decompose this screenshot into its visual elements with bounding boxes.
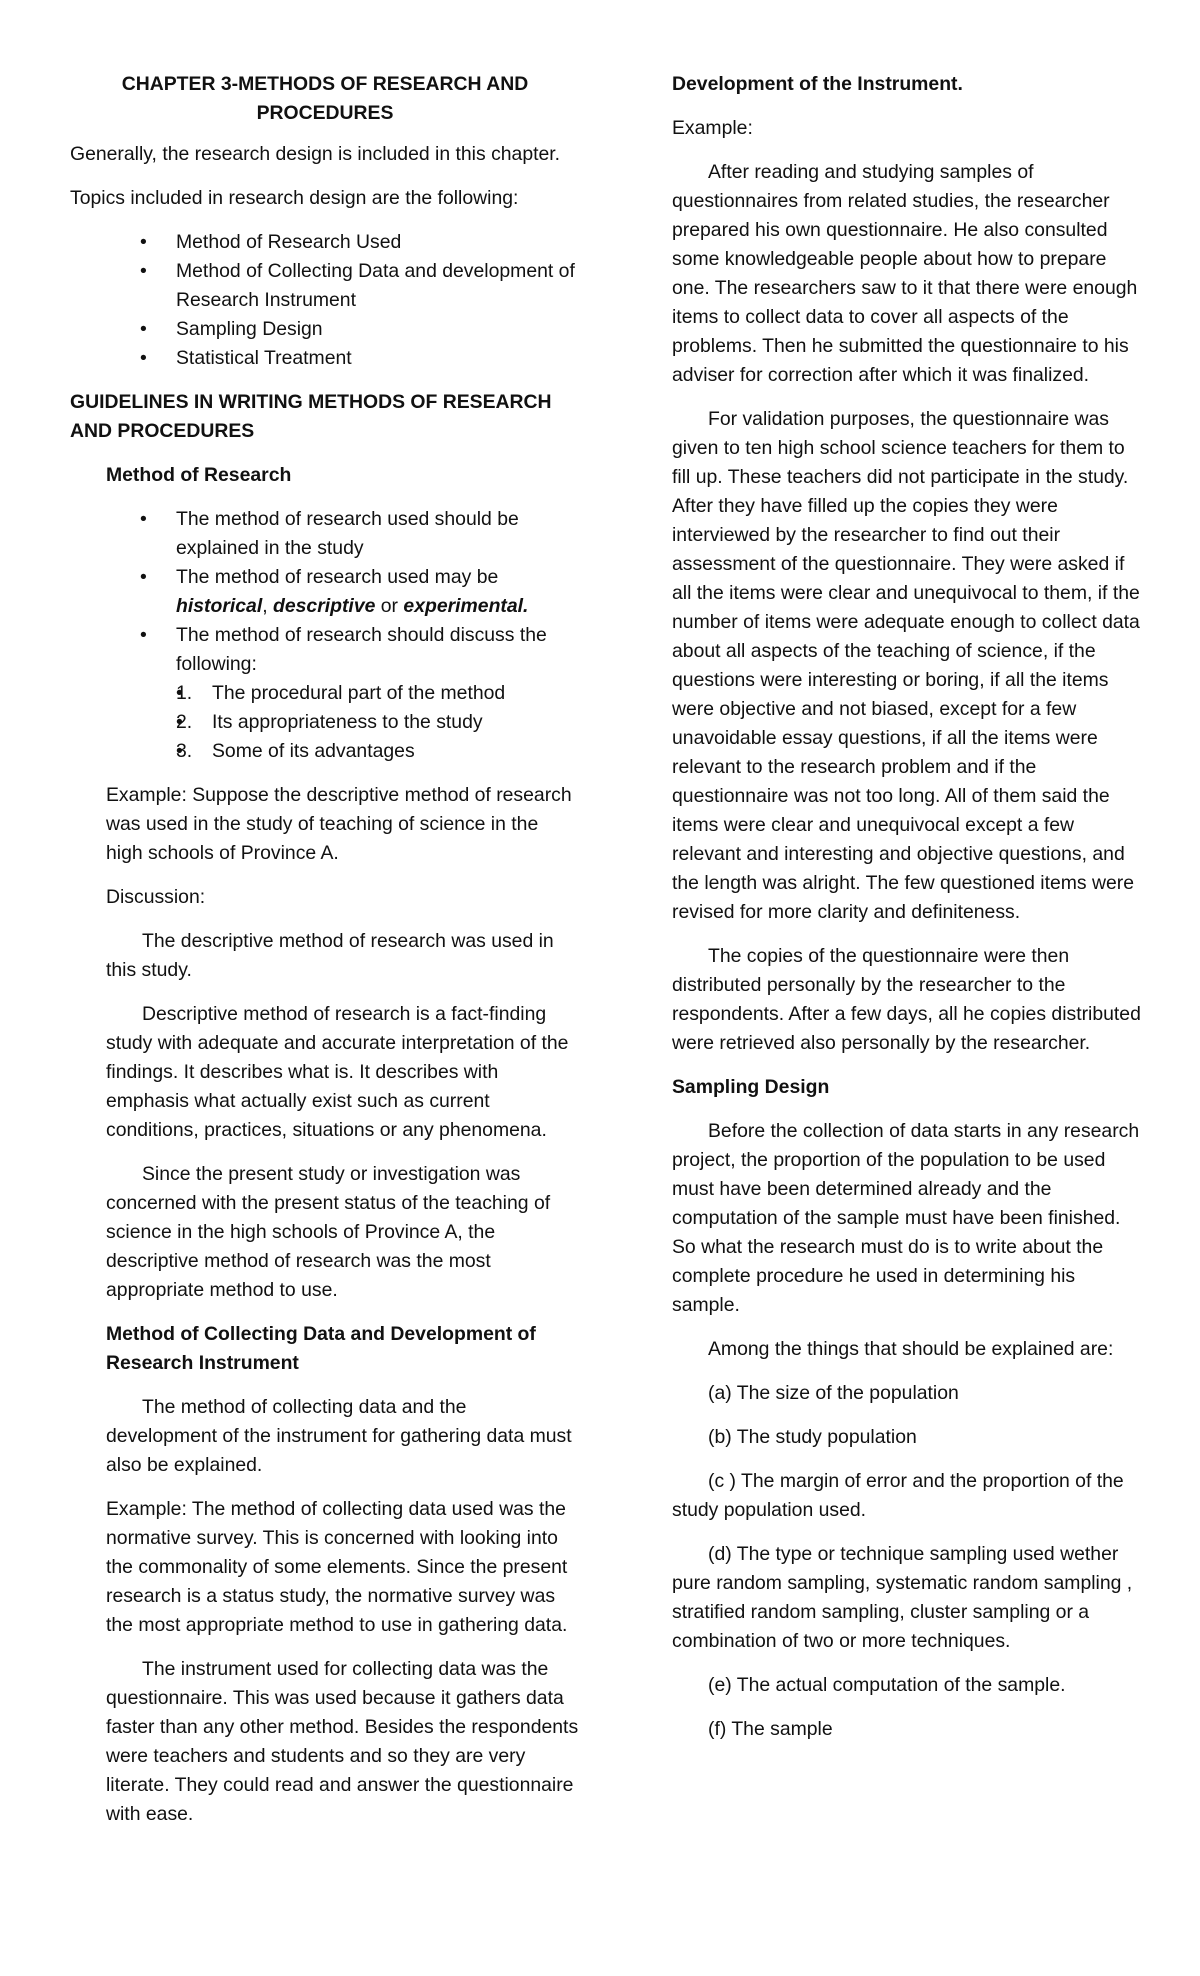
guidelines-heading: GUIDELINES IN WRITING METHODS OF RESEARCH AND PROCEDURES — [70, 391, 552, 442]
list-item: (b) The study population — [708, 1426, 917, 1448]
list-item: (c ) The margin of error and the proportion of the study population used. — [672, 1470, 1124, 1521]
discussion-paragraph: The descriptive method of research was used in this study. — [106, 930, 554, 981]
method-of-research-heading: Method of Research — [106, 464, 292, 486]
list-item: • Method of Research Used — [176, 228, 580, 257]
list-item: (d) The type or technique sampling used wether pure random sampling, systematic random sampling , stratified random sampling, cluster sampling or a combination of two or more techniques. — [672, 1543, 1133, 1652]
descriptive-term: descriptive — [273, 595, 376, 617]
left-column — [70, 70, 580, 1844]
sampling-paragraph: Before the collection of data starts in any research project, the proportion of the population to be used must have been determined already and the computation of the sample must have been finished. So what the research must do is to write about the complete procedure he used in determining his sample. — [672, 1120, 1140, 1316]
list-item: • Method of Collecting Data and development of Research Instrument — [176, 257, 580, 315]
example-label: Example: — [672, 117, 753, 139]
list-item: • Statistical Treatment — [176, 344, 580, 373]
list-item: (f) The sample — [708, 1718, 833, 1740]
or-text: or — [375, 595, 404, 617]
item-number: • 3. — [176, 740, 193, 762]
chapter-title: CHAPTER 3-METHODS OF RESEARCH AND PROCEDURES — [121, 73, 529, 124]
list-item: • The method of research used should be explained in the study — [176, 505, 580, 563]
item-text: Its appropriateness to the study — [212, 711, 483, 733]
discussion-paragraph: Since the present study or investigation was concerned with the present status of the teaching of science in the high schools of Province A, the descriptive method of research was the most appropriate method to use. — [106, 1163, 551, 1301]
list-item: • Sampling Design — [176, 315, 580, 344]
collecting-paragraph: The instrument used for collecting data was the questionnaire. This was used because it gathers data faster than any other method. Besides the respondents were teachers and students and so they are very literate. They could read and answer the questionnaire with ease. — [106, 1658, 579, 1825]
list-item — [176, 679, 580, 708]
development-heading: Development of the Instrument. — [672, 73, 963, 95]
list-item — [176, 737, 580, 766]
list-item — [176, 621, 580, 766]
list-item — [176, 708, 580, 737]
intro-paragraph: Generally, the research design is included in this chapter. — [70, 143, 561, 165]
experimental-term: experimental. — [403, 595, 529, 617]
method-bullets — [70, 505, 580, 766]
development-paragraph: The copies of the questionnaire were then distributed personally by the researcher to the respondents. After a few days, all he copies distributed were retrieved also personally by the researcher. — [672, 945, 1141, 1054]
item-text: Some of its advantages — [212, 740, 415, 762]
development-paragraph: For validation purposes, the questionnaire was given to ten high school science teachers for them to fill up. These teachers did not participate in the study. After they have filled up the copies they were interviewed by the researcher to find out their assessment of the questionnaire. They were asked if all the items were clear and unequivocal to them, if the number of items were adequate enough to collect data about all aspects of the teaching of science, if the questions were interesting or boring, if all the items were objective and not biased, except for a few unavoidable essay questions, if all the items were relevant to the research problem and if the questionnaire was not too long. All of them said the items were clear and unequivocal except a few relevant and interesting and objective questions, and the length was alright. The few questioned items were revised for more clarity and definiteness. — [672, 408, 1140, 923]
list-item — [176, 563, 580, 621]
discussion-paragraph: Descriptive method of research is a fact-finding study with adequate and accurate interpretation of the findings. It describes what is. It describes with emphasis what actually exist such as current conditions, practices, situations or any phenomena. — [106, 1003, 569, 1141]
development-paragraph: After reading and studying samples of questionnaires from related studies, the researcher prepared his own questionnaire. He also consulted some knowledgeable people about how to prepare one. The researchers saw to it that there were enough items to collect data to cover all aspects of the problems. Then he submitted the questionnaire to his adviser for correction after which it was finalized. — [672, 161, 1138, 386]
collecting-paragraph: The method of collecting data and the development of the instrument for gathering data must also be explained. — [106, 1396, 572, 1476]
collecting-example: Example: The method of collecting data used was the normative survey. This is concerned with looking into the commonality of some elements. Since the present research is a status study, the normative survey was the most appropriate method to use in gathering data. — [106, 1498, 568, 1636]
list-item: (a) The size of the population — [708, 1382, 959, 1404]
topics-intro: Topics included in research design are the following: — [70, 187, 519, 209]
comma: , — [262, 595, 273, 617]
item-text: The procedural part of the method — [212, 682, 506, 704]
example-paragraph: Example: Suppose the descriptive method of research was used in the study of teaching of science in the high schools of Province A. — [106, 784, 572, 864]
sampling-design-heading: Sampling Design — [672, 1076, 830, 1098]
list-item: (e) The actual computation of the sample. — [708, 1674, 1066, 1696]
collecting-data-heading: Method of Collecting Data and Development of Research Instrument — [106, 1323, 536, 1374]
right-column — [672, 70, 1142, 1759]
bullet3-text: The method of research should discuss the following: — [176, 624, 547, 675]
historical-term: historical — [176, 595, 263, 617]
item-number: • 1. — [176, 682, 193, 704]
discussion-label: Discussion: — [106, 886, 206, 908]
sampling-paragraph: Among the things that should be explained are: — [708, 1338, 1114, 1360]
topics-list — [70, 228, 580, 373]
sub-list — [176, 679, 580, 766]
bullet2-text: The method of research used may be — [176, 566, 499, 588]
item-number: • 2. — [176, 711, 193, 733]
